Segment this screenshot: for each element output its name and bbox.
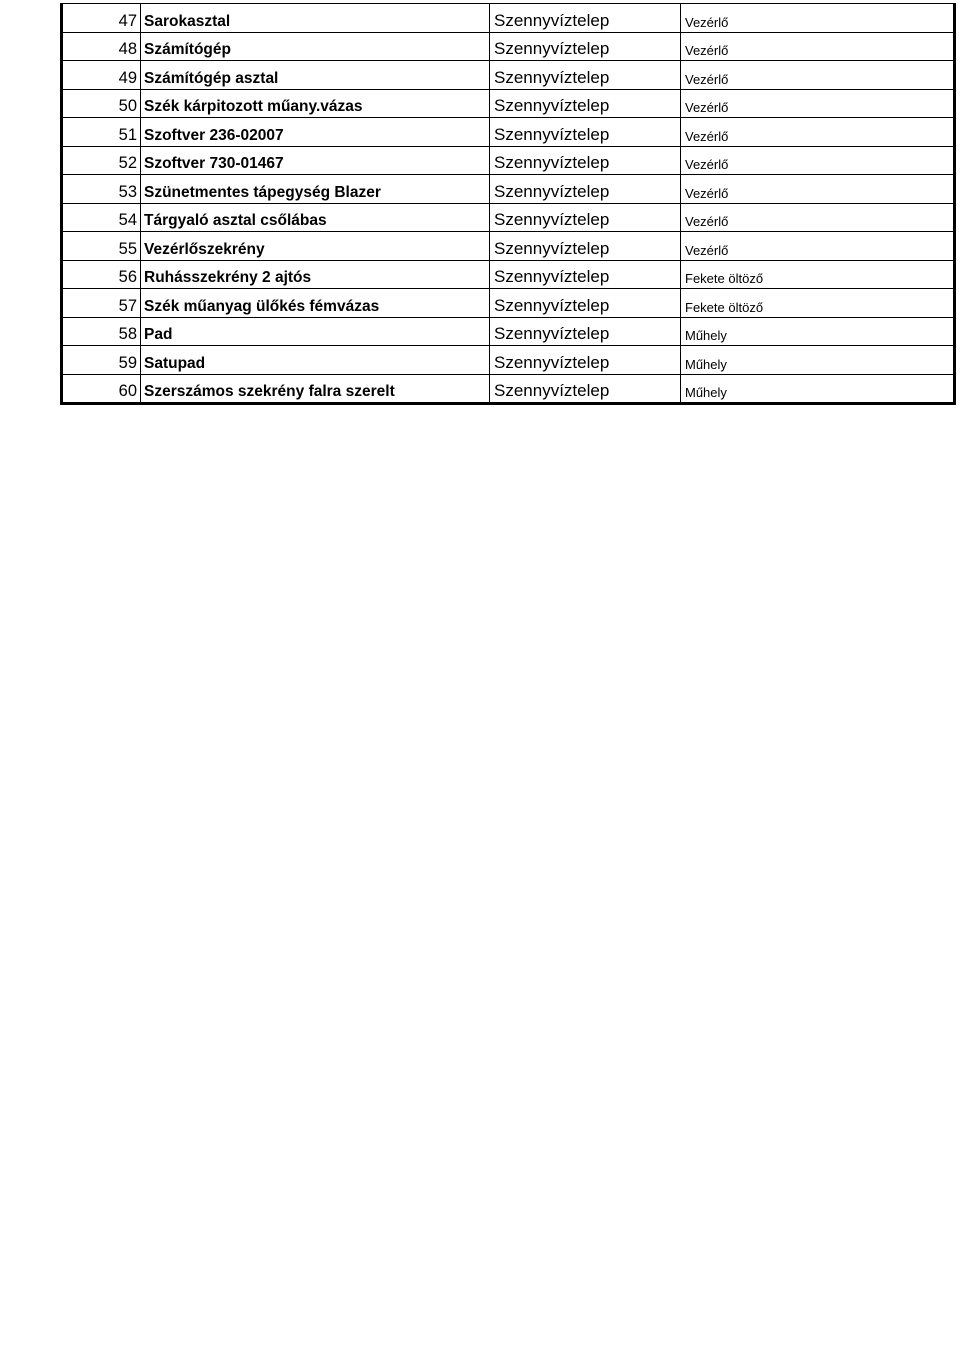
table-row — [62, 4, 955, 33]
item-name-cell: Szünetmentes tápegység Blazer — [141, 175, 490, 204]
row-number-cell: 53 — [62, 175, 141, 204]
table-row — [62, 346, 955, 375]
inventory-table-body — [62, 4, 955, 404]
location-cell: Vezérlő — [681, 32, 955, 61]
location-cell: Vezérlő — [681, 89, 955, 118]
item-name-cell: Szoftver 730-01467 — [141, 146, 490, 175]
location-cell: Vezérlő — [681, 175, 955, 204]
site-cell: Szennyvíztelep — [490, 317, 681, 346]
item-name-cell: Sarokasztal — [141, 4, 490, 33]
location-cell: Vezérlő — [681, 4, 955, 33]
location-cell: Fekete öltöző — [681, 289, 955, 318]
table-row — [62, 61, 955, 90]
row-number-cell: 50 — [62, 89, 141, 118]
site-cell: Szennyvíztelep — [490, 203, 681, 232]
item-name-cell: Tárgyaló asztal csőlábas — [141, 203, 490, 232]
location-cell: Műhely — [681, 374, 955, 404]
row-number-cell: 49 — [62, 61, 141, 90]
inventory-table — [60, 3, 956, 405]
item-name-cell: Pad — [141, 317, 490, 346]
item-name-cell: Szék kárpitozott műany.vázas — [141, 89, 490, 118]
row-number-cell: 59 — [62, 346, 141, 375]
site-cell: Szennyvíztelep — [490, 346, 681, 375]
site-cell: Szennyvíztelep — [490, 232, 681, 261]
site-cell: Szennyvíztelep — [490, 118, 681, 147]
row-number-cell: 48 — [62, 32, 141, 61]
location-cell: Vezérlő — [681, 118, 955, 147]
item-name-cell: Szerszámos szekrény falra szerelt — [141, 374, 490, 404]
table-row — [62, 118, 955, 147]
row-number-cell: 52 — [62, 146, 141, 175]
location-cell: Műhely — [681, 346, 955, 375]
item-name-cell: Vezérlőszekrény — [141, 232, 490, 261]
site-cell: Szennyvíztelep — [490, 260, 681, 289]
row-number-cell: 47 — [62, 4, 141, 33]
table-row — [62, 146, 955, 175]
site-cell: Szennyvíztelep — [490, 32, 681, 61]
site-cell: Szennyvíztelep — [490, 175, 681, 204]
location-cell: Műhely — [681, 317, 955, 346]
row-number-cell: 58 — [62, 317, 141, 346]
table-row — [62, 203, 955, 232]
row-number-cell: 57 — [62, 289, 141, 318]
row-number-cell: 51 — [62, 118, 141, 147]
table-row — [62, 317, 955, 346]
item-name-cell: Satupad — [141, 346, 490, 375]
location-cell: Vezérlő — [681, 61, 955, 90]
item-name-cell: Ruhásszekrény 2 ajtós — [141, 260, 490, 289]
table-row — [62, 260, 955, 289]
table-row — [62, 175, 955, 204]
site-cell: Szennyvíztelep — [490, 89, 681, 118]
row-number-cell: 55 — [62, 232, 141, 261]
row-number-cell: 54 — [62, 203, 141, 232]
site-cell: Szennyvíztelep — [490, 146, 681, 175]
table-row — [62, 89, 955, 118]
location-cell: Fekete öltöző — [681, 260, 955, 289]
site-cell: Szennyvíztelep — [490, 289, 681, 318]
location-cell: Vezérlő — [681, 232, 955, 261]
item-name-cell: Szék műanyag ülőkés fémvázas — [141, 289, 490, 318]
item-name-cell: Szoftver 236-02007 — [141, 118, 490, 147]
row-number-cell: 60 — [62, 374, 141, 404]
row-number-cell: 56 — [62, 260, 141, 289]
table-row — [62, 374, 955, 404]
site-cell: Szennyvíztelep — [490, 4, 681, 33]
item-name-cell: Számítógép asztal — [141, 61, 490, 90]
site-cell: Szennyvíztelep — [490, 61, 681, 90]
site-cell: Szennyvíztelep — [490, 374, 681, 404]
location-cell: Vezérlő — [681, 203, 955, 232]
table-row — [62, 32, 955, 61]
item-name-cell: Számítógép — [141, 32, 490, 61]
table-row — [62, 232, 955, 261]
location-cell: Vezérlő — [681, 146, 955, 175]
table-row — [62, 289, 955, 318]
